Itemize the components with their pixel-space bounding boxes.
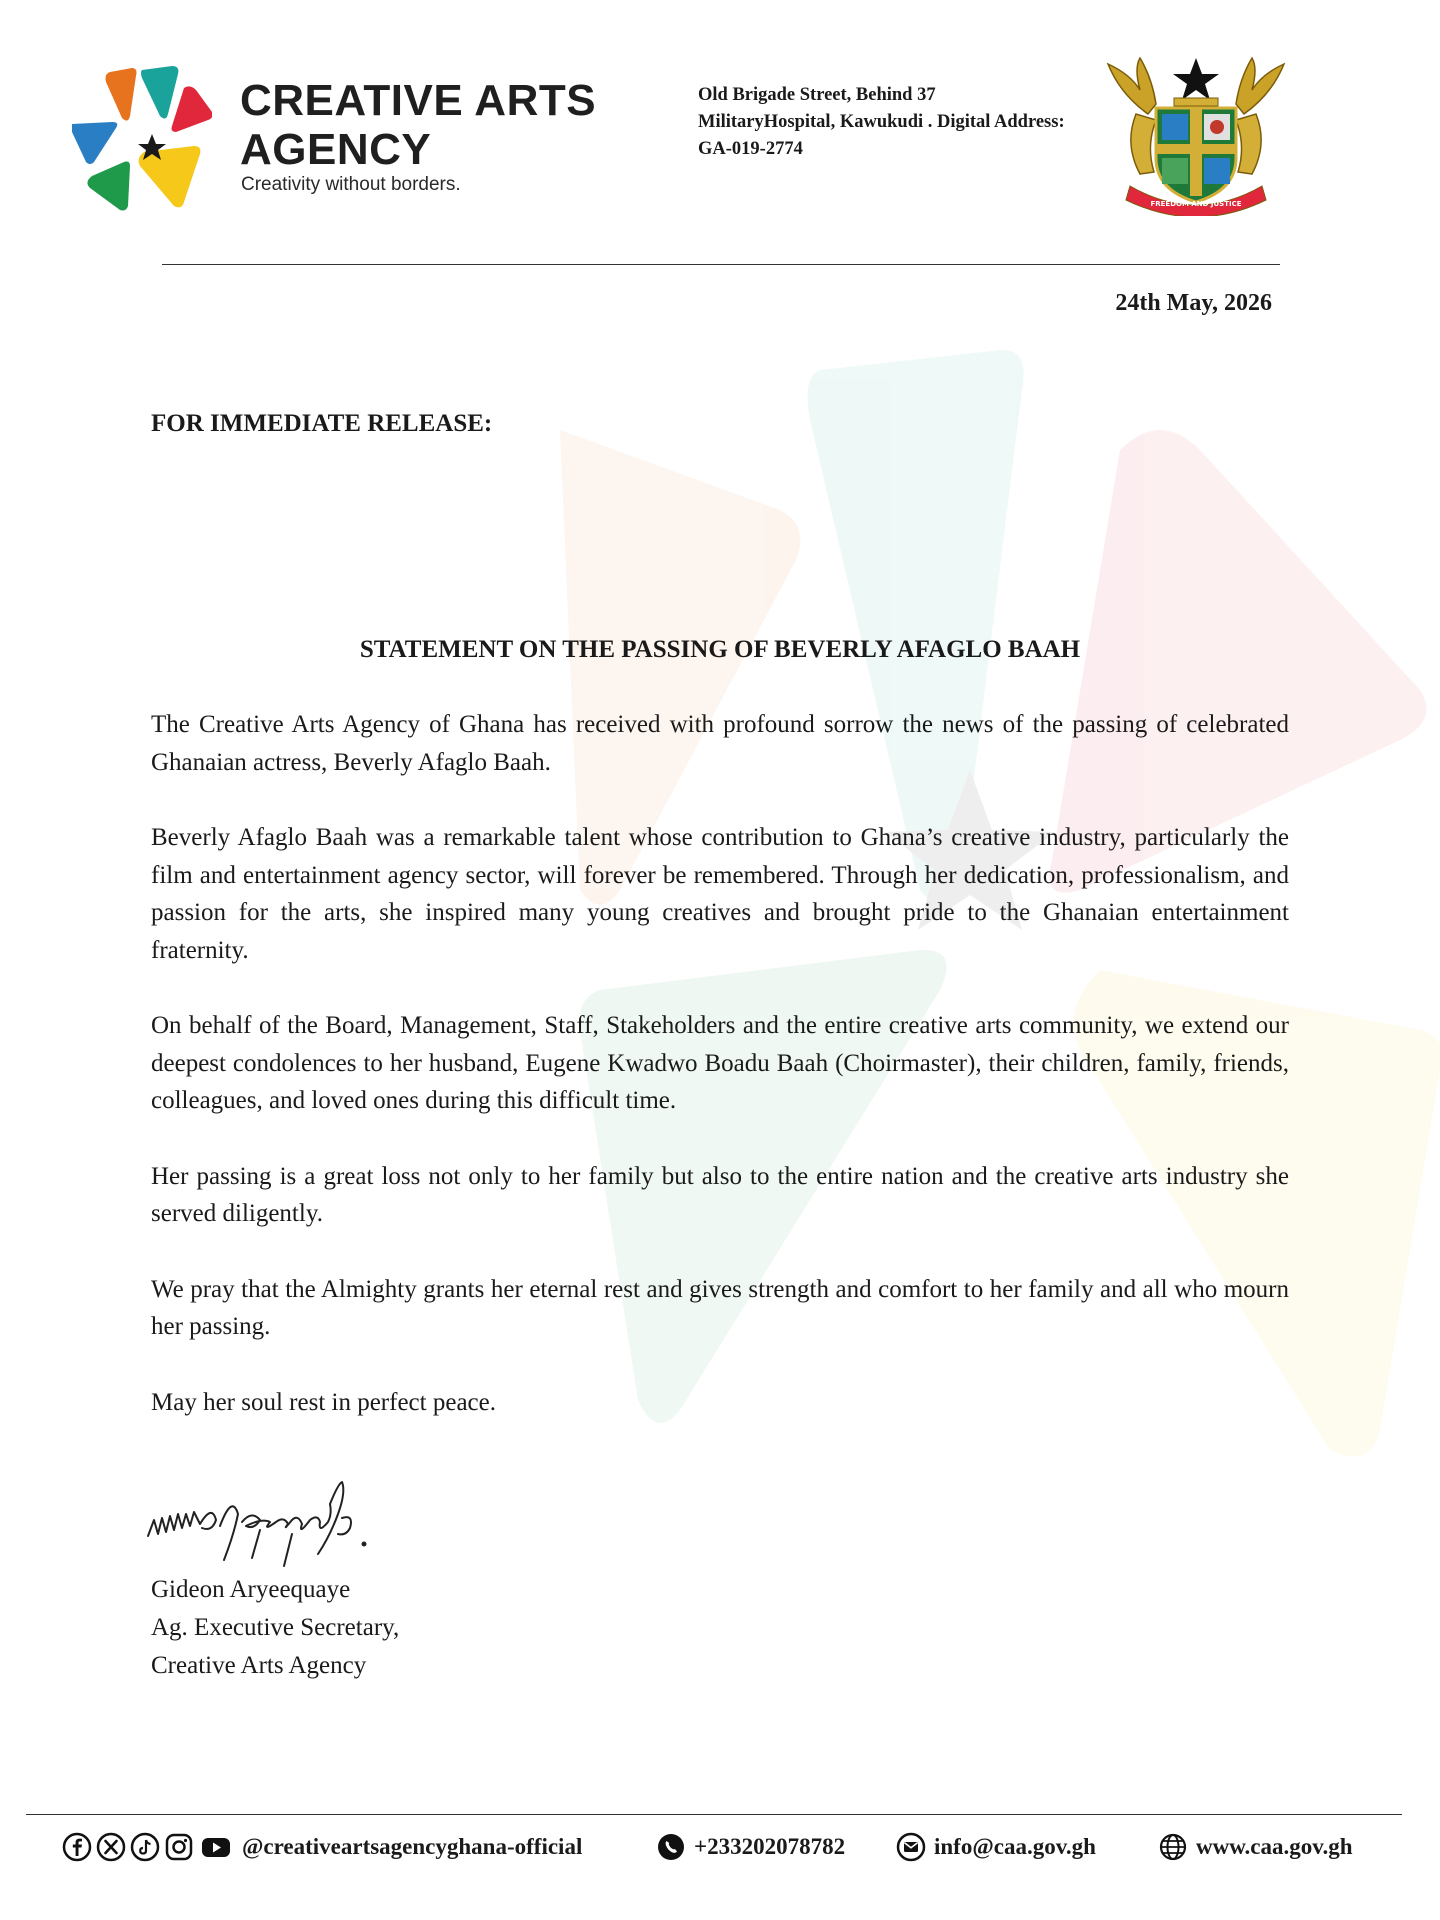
- email-group: [896, 1832, 1096, 1862]
- coat-of-arms-motto: FREEDOM AND JUSTICE: [1150, 200, 1242, 208]
- body-paragraph: On behalf of the Board, Management, Staff, Stakeholders and the entire creative arts community, we extend our deepest condolences to her husband, Eugene Kwadwo Boadu Baah (Choirmaster), their children, family, friends, colleagues, and loved ones during this difficult time.: [151, 1012, 1289, 1114]
- office-address: [698, 82, 1118, 163]
- signatory-block: [151, 1571, 399, 1685]
- letter-date: 24th May, 2026: [1115, 290, 1272, 316]
- body-paragraph: May her soul rest in perfect peace.: [151, 1388, 496, 1416]
- website-url[interactable]: www.caa.gov.gh: [1196, 1834, 1353, 1859]
- statement-title: STATEMENT ON THE PASSING OF BEVERLY AFAGLO BAAH: [359, 636, 1081, 663]
- body-paragraph: Beverly Afaglo Baah was a remarkable talent whose contribution to Ghana’s creative industry, particularly the film and entertainment agency sector, will forever be remembered. Through her dedication, professionalism, and passion for the arts, she inspired many young creatives and brought pride to the Ghanaian entertainment fraternity.: [151, 824, 1289, 964]
- body-paragraph: Her passing is a great loss not only to her family but also to the entire nation and the creative arts industry she served diligently.: [151, 1162, 1289, 1227]
- contact-footer: [62, 1826, 1382, 1878]
- address-line: Old Brigade Street, Behind 37: [698, 85, 936, 105]
- footer-divider: [26, 1814, 1402, 1815]
- signatory-position: Ag. Executive Secretary,: [151, 1614, 400, 1641]
- instagram-icon[interactable]: [164, 1832, 194, 1862]
- address-line: GA-019-2774: [698, 139, 803, 159]
- phone-number[interactable]: +233202078782: [694, 1834, 846, 1859]
- phone-group: [656, 1832, 845, 1862]
- tiktok-icon[interactable]: [130, 1832, 160, 1862]
- signatory-organization: Creative Arts Agency: [151, 1652, 367, 1679]
- body-paragraph: We pray that the Almighty grants her eternal rest and gives strength and comfort to her family and all who mourn her passing.: [151, 1275, 1289, 1340]
- body-paragraph: The Creative Arts Agency of Ghana has received with profound sorrow the news of the passing of celebrated Ghanaian actress, Beverly Afaglo Baah.: [151, 711, 1289, 776]
- facebook-icon[interactable]: [62, 1832, 92, 1862]
- email-icon: [896, 1832, 926, 1862]
- header-divider: [162, 264, 1280, 265]
- release-label: FOR IMMEDIATE RELEASE:: [151, 410, 493, 437]
- social-handle[interactable]: @creativeartsagencyghana-official: [242, 1834, 583, 1859]
- social-group: [62, 1832, 582, 1862]
- creative-arts-agency-logo: [72, 66, 212, 212]
- social-icons: [62, 1832, 234, 1862]
- brand-tagline: Creativity without borders.: [241, 174, 461, 195]
- website-group: [1158, 1832, 1353, 1862]
- handwritten-signature: [142, 1474, 392, 1570]
- globe-icon: [1158, 1832, 1188, 1862]
- youtube-icon[interactable]: [198, 1832, 234, 1862]
- email-address[interactable]: info@caa.gov.gh: [934, 1834, 1096, 1859]
- phone-icon: [656, 1832, 686, 1862]
- brand-name: CREATIVE ARTS AGENCY: [240, 76, 597, 174]
- x-icon[interactable]: [96, 1832, 126, 1862]
- ghana-coat-of-arms: [1100, 54, 1292, 216]
- signatory-name: Gideon Aryeequaye: [151, 1576, 351, 1603]
- statement-body: [151, 706, 1289, 1421]
- address-line: MilitaryHospital, Kawukudi . Digital Address:: [698, 112, 1065, 132]
